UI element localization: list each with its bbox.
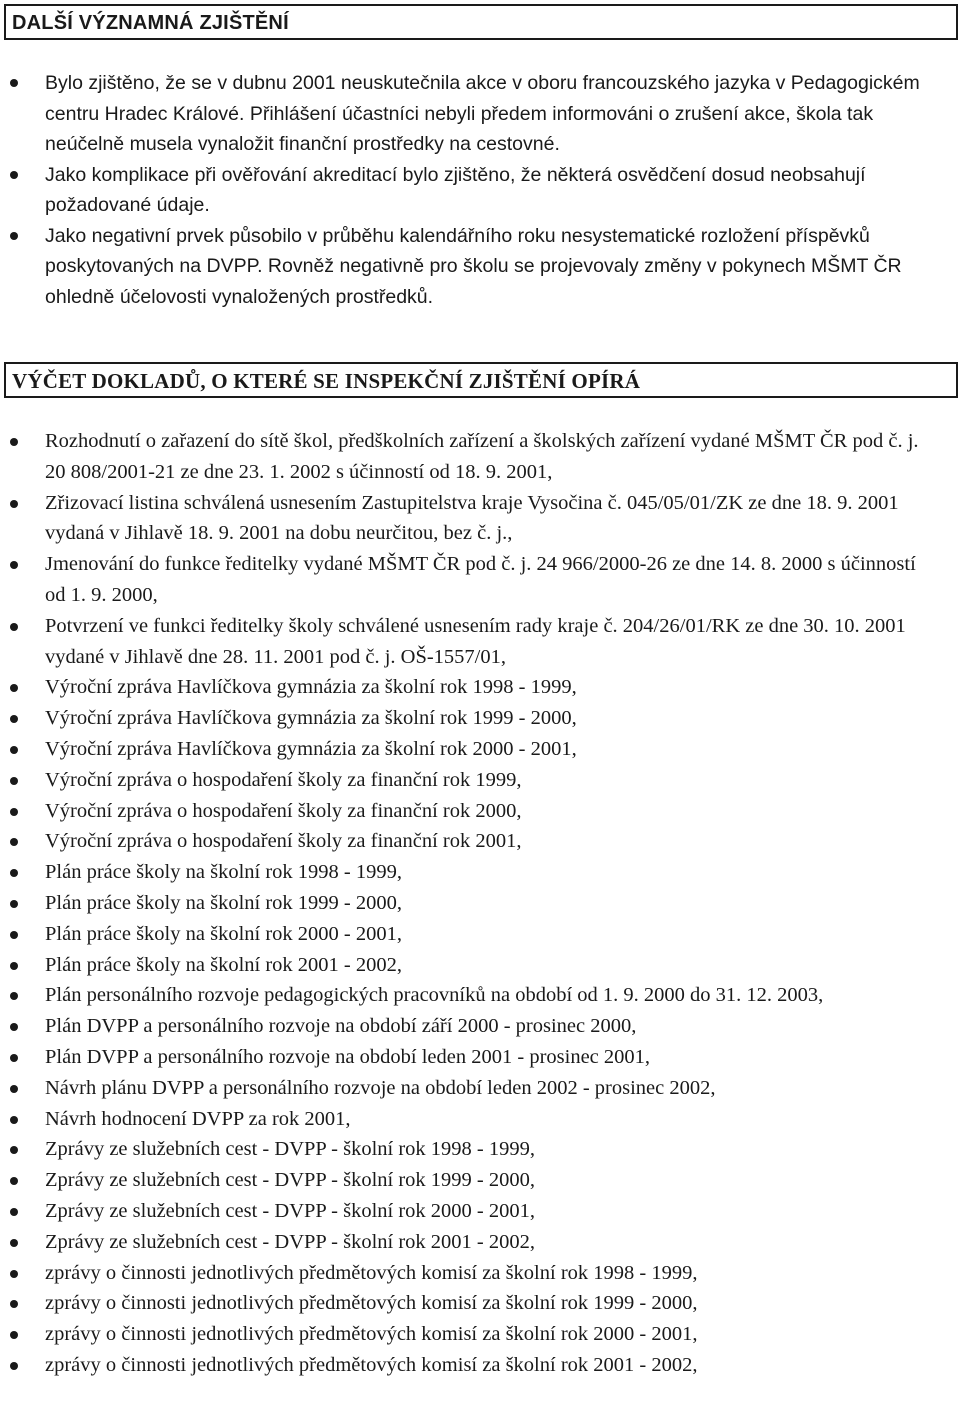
list-item xyxy=(0,1104,960,1135)
bullet-icon xyxy=(10,746,18,754)
bullet-icon xyxy=(10,684,18,692)
list-item xyxy=(0,160,960,221)
list-item xyxy=(0,796,960,827)
list-item-text: Výroční zpráva Havlíčkova gymnázia za školní rok 1998 - 1999, xyxy=(45,676,577,699)
list-item-text: Plán práce školy na školní rok 2001 - 2002, xyxy=(45,953,402,976)
list-item-text: Výroční zpráva o hospodaření školy za finanční rok 2000, xyxy=(45,799,522,822)
bullet-icon xyxy=(10,79,18,87)
bullet-icon xyxy=(10,438,18,446)
list-item xyxy=(0,857,960,888)
list-item xyxy=(0,1134,960,1165)
list-item-text: Návrh plánu DVPP a personálního rozvoje na období leden 2002 - prosinec 2002, xyxy=(45,1076,716,1099)
list-item xyxy=(0,950,960,981)
bullet-icon xyxy=(10,1054,18,1062)
bullet-icon xyxy=(10,1362,18,1370)
list-item-text: Zřizovací listina schválená usnesením Zastupitelstva kraje Vysočina č. 045/05/01/ZK ze dne 18. 9. 2001 vydaná v Jihlavě 18. 9. 2001 na dobu neurčitou, bez č. j., xyxy=(45,491,899,545)
list-item-text: Plán práce školy na školní rok 2000 - 2001, xyxy=(45,922,402,945)
list-item-text: Zprávy ze služebních cest - DVPP - školní rok 1999 - 2000, xyxy=(45,1169,536,1192)
list-item-text: Potvrzení ve funkci ředitelky školy schválené usnesením rady kraje č. 204/26/01/RK ze dne 30. 10. 2001 vydané v Jihlavě dne 28. 11. 2001 pod č. j. OŠ-1557/01, xyxy=(45,614,906,668)
list-item-text: Zprávy ze služebních cest - DVPP - školní rok 2001 - 2002, xyxy=(45,1230,536,1253)
list-item-text: Výroční zpráva o hospodaření školy za finanční rok 1999, xyxy=(45,768,522,791)
list-item xyxy=(0,826,960,857)
bullet-icon xyxy=(10,900,18,908)
list-item xyxy=(0,221,960,313)
bullet-icon xyxy=(10,500,18,508)
bullet-icon xyxy=(10,1177,18,1185)
section-heading-documents: VÝČET DOKLADŮ, O KTERÉ SE INSPEKČNÍ ZJIŠTĚNÍ OPÍRÁ xyxy=(4,362,958,398)
bullet-icon xyxy=(10,1116,18,1124)
list-item xyxy=(0,703,960,734)
bullet-icon xyxy=(10,838,18,846)
bullet-icon xyxy=(10,623,18,631)
list-item-text: Návrh hodnocení DVPP za rok 2001, xyxy=(45,1107,351,1130)
list-item xyxy=(0,68,960,160)
list-item-text: Zprávy ze služebních cest - DVPP - školní rok 1998 - 1999, xyxy=(45,1138,536,1161)
bullet-icon xyxy=(10,715,18,723)
list-item xyxy=(0,1350,960,1381)
list-item-text: Výroční zpráva Havlíčkova gymnázia za školní rok 2000 - 2001, xyxy=(45,737,577,760)
list-item xyxy=(0,980,960,1011)
bullet-icon xyxy=(10,777,18,785)
list-item-text: Plán práce školy na školní rok 1999 - 2000, xyxy=(45,891,402,914)
list-item xyxy=(0,1011,960,1042)
list-item xyxy=(0,488,960,550)
bullet-icon xyxy=(10,962,18,970)
list-item xyxy=(0,919,960,950)
list-item-text: Plán personálního rozvoje pedagogických pracovníků na období od 1. 9. 2000 do 31. 12. 2003, xyxy=(45,984,824,1007)
list-item xyxy=(0,611,960,673)
bullet-icon xyxy=(10,992,18,1000)
list-item xyxy=(0,672,960,703)
bullet-icon xyxy=(10,561,18,569)
bullet-icon xyxy=(10,1300,18,1308)
section-spacer xyxy=(0,312,960,362)
bullet-icon xyxy=(10,1239,18,1247)
list-item xyxy=(0,1319,960,1350)
list-item-text: Zprávy ze služebních cest - DVPP - školní rok 2000 - 2001, xyxy=(45,1199,536,1222)
bullet-icon xyxy=(10,232,18,240)
list-item-text: Výroční zpráva o hospodaření školy za finanční rok 2001, xyxy=(45,830,522,853)
list-item-text: Plán práce školy na školní rok 1998 - 1999, xyxy=(45,861,402,884)
list-item-text: zprávy o činnosti jednotlivých předmětových komisí za školní rok 1999 - 2000, xyxy=(45,1292,698,1315)
list-item xyxy=(0,888,960,919)
bullet-icon xyxy=(10,1023,18,1031)
documents-list xyxy=(0,426,960,1381)
list-item xyxy=(0,1227,960,1258)
bullet-icon xyxy=(10,1331,18,1339)
list-item-text: Rozhodnutí o zařazení do sítě škol, předškolních zařízení a školských zařízení vydané MŠMT ČR pod č. j. 20 808/2001-21 ze dne 23. 1. 2002 s účinností od 18. 9. 2001, xyxy=(45,430,919,483)
list-item-text: zprávy o činnosti jednotlivých předmětových komisí za školní rok 1998 - 1999, xyxy=(45,1261,698,1284)
bullet-icon xyxy=(10,1270,18,1278)
list-item-text: Jako komplikace při ověřování akreditací bylo zjištěno, že některá osvědčení dosud neobsahují požadované údaje. xyxy=(45,163,866,216)
list-item xyxy=(0,734,960,765)
list-item-text: Jmenování do funkce ředitelky vydané MŠMT ČR pod č. j. 24 966/2000-26 ze dne 14. 8. 2000 s účinností od 1. 9. 2000, xyxy=(45,553,916,606)
list-item-text: Plán DVPP a personálního rozvoje na období leden 2001 - prosinec 2001, xyxy=(45,1045,651,1068)
list-item-text: Bylo zjištěno, že se v dubnu 2001 neuskutečnila akce v oboru francouzského jazyka v Pedagogickém centru Hradec Králové. Přihlášení účastníci nebyli předem informováni o zrušení akce, škola tak neúčelně musela vynaložit finanční prostředky na cestovné. xyxy=(45,72,920,155)
bullet-icon xyxy=(10,1146,18,1154)
bullet-icon xyxy=(10,171,18,179)
list-item-text: zprávy o činnosti jednotlivých předmětových komisí za školní rok 2001 - 2002, xyxy=(45,1353,698,1376)
list-item-text: zprávy o činnosti jednotlivých předmětových komisí za školní rok 2000 - 2001, xyxy=(45,1323,698,1346)
bullet-icon xyxy=(10,931,18,939)
list-item xyxy=(0,1165,960,1196)
list-item xyxy=(0,1258,960,1289)
bullet-icon xyxy=(10,1208,18,1216)
list-item xyxy=(0,765,960,796)
bullet-icon xyxy=(10,869,18,877)
list-item xyxy=(0,426,960,488)
list-item xyxy=(0,1042,960,1073)
list-item xyxy=(0,549,960,611)
bullet-icon xyxy=(10,808,18,816)
list-item-text: Jako negativní prvek působilo v průběhu kalendářního roku nesystematické rozložení příspěvků poskytovaných na DVPP. Rovněž negativně pro školu se projevovaly změny v pokynech MŠMT ČR ohledně účelovosti vynaložených prostředků. xyxy=(45,224,902,308)
list-item xyxy=(0,1288,960,1319)
findings-list xyxy=(0,68,960,312)
list-item xyxy=(0,1073,960,1104)
section-heading-findings: DALŠÍ VÝZNAMNÁ ZJIŠTĚNÍ xyxy=(4,4,958,40)
list-item-text: Plán DVPP a personálního rozvoje na období září 2000 - prosinec 2000, xyxy=(45,1015,637,1038)
list-item-text: Výroční zpráva Havlíčkova gymnázia za školní rok 1999 - 2000, xyxy=(45,707,577,730)
list-item xyxy=(0,1196,960,1227)
bullet-icon xyxy=(10,1085,18,1093)
